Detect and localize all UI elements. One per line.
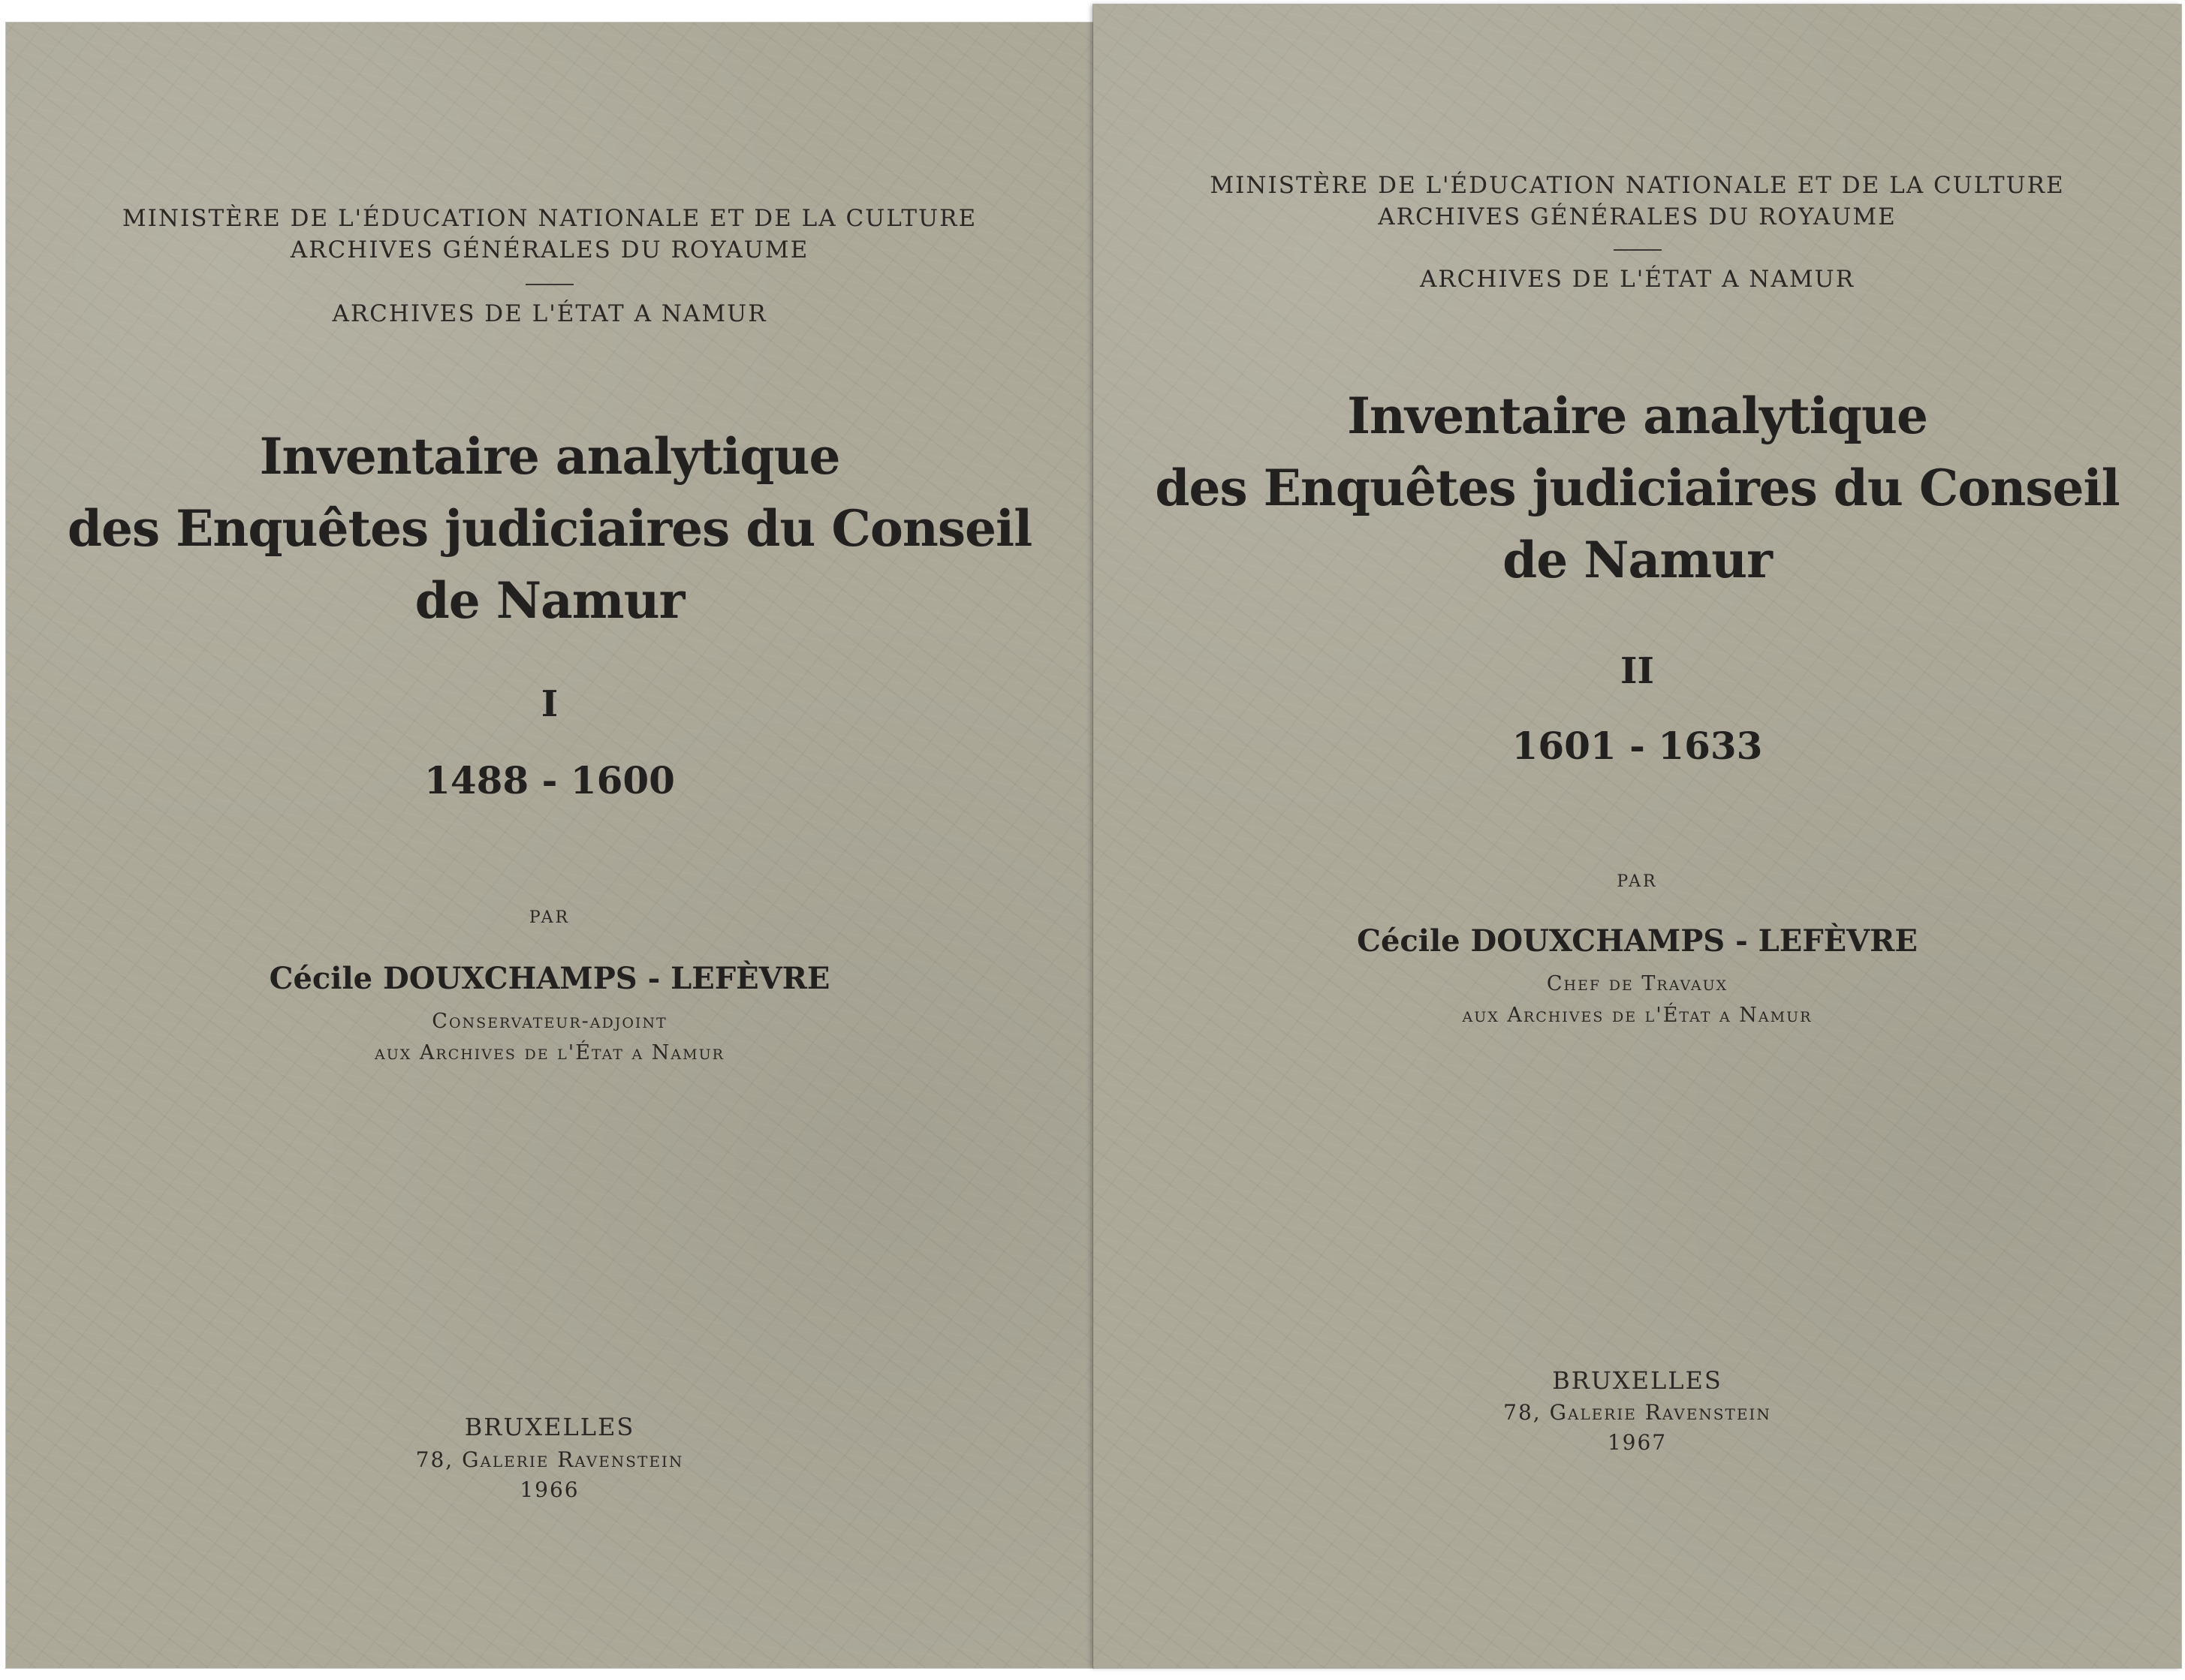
author-name: Cécile DOUXCHAMPS - LEFÈVRE	[269, 961, 830, 996]
ministry-line: MINISTÈRE DE L'ÉDUCATION NATIONALE ET DE LA CULTURE	[1210, 172, 2065, 199]
archives-line: ARCHIVES GÉNÉRALES DU ROYAUME	[290, 236, 809, 263]
author-name: Cécile DOUXCHAMPS - LEFÈVRE	[1357, 923, 1918, 959]
header-rule	[6, 272, 1093, 299]
author-role	[1093, 968, 2181, 1031]
publication-year: 1966	[520, 1477, 580, 1502]
book-cover-volume-1	[6, 23, 1093, 1668]
publication-year: 1967	[1607, 1430, 1668, 1455]
volume-number: I	[541, 683, 559, 725]
title-line-1: Inventaire analytique	[259, 427, 840, 486]
publisher-city: BRUXELLES	[464, 1413, 635, 1441]
publisher-address: 78, Galerie Ravenstein	[415, 1447, 684, 1472]
volume-number: II	[1620, 650, 1654, 692]
par-label: PAR	[1617, 872, 1658, 891]
par-label: PAR	[529, 908, 571, 927]
ministry-line: MINISTÈRE DE L'ÉDUCATION NATIONALE ET DE LA CULTURE	[122, 205, 978, 232]
publisher-address: 78, Galerie Ravenstein	[1503, 1400, 1771, 1425]
author-role-line-2: aux Archives de l'État a Namur	[1462, 1004, 1813, 1027]
publisher-city: BRUXELLES	[1552, 1366, 1722, 1395]
author-role	[6, 1006, 1093, 1069]
author-role-line-1: Chef de Travaux	[1546, 972, 1728, 995]
book-title	[6, 420, 1093, 637]
ministry-header	[6, 203, 1093, 266]
title-line-1: Inventaire analytique	[1347, 387, 1927, 445]
title-line-3: de Namur	[1502, 531, 1772, 589]
header-rule	[1093, 237, 2181, 264]
title-line-3: de Namur	[414, 571, 685, 630]
title-line-2: des Enquêtes judiciaires du Conseil	[67, 499, 1032, 558]
author-role-line-2: aux Archives de l'État a Namur	[375, 1041, 725, 1064]
archives-namur-line: ARCHIVES DE L'ÉTAT A NAMUR	[1419, 266, 1855, 293]
author-role-line-1: Conservateur-adjoint	[432, 1010, 668, 1033]
year-range: 1488 - 1600	[424, 758, 675, 802]
title-line-2: des Enquêtes judiciaires du Conseil	[1155, 459, 2120, 517]
archives-line: ARCHIVES GÉNÉRALES DU ROYAUME	[1378, 203, 1897, 230]
book-cover-volume-2	[1093, 5, 2181, 1668]
archives-namur-line: ARCHIVES DE L'ÉTAT A NAMUR	[332, 300, 767, 327]
ministry-header	[1093, 170, 2181, 233]
year-range: 1601 - 1633	[1511, 724, 1763, 768]
book-title	[1093, 380, 2181, 596]
